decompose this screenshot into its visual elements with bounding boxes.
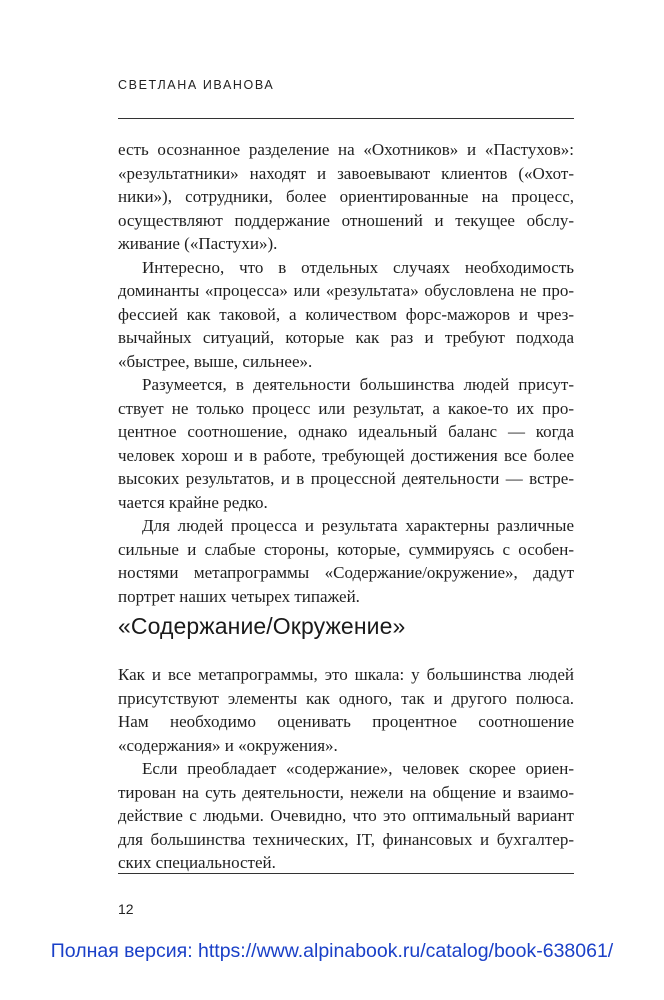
running-head: СВЕТЛАНА ИВАНОВА (118, 78, 275, 92)
body-text-before-heading (118, 138, 574, 608)
bottom-rule (118, 873, 574, 874)
paragraph-continuation: есть осознанное разделение на «Охотников» и «Пастухов»: «результатники» находят и завоевывают клиентов («Охотники»), сотрудники, более ориентированные на процесс, осуществляют поддержание отношений и текущее обслуживание («Пастухи»). (118, 140, 574, 253)
paragraph: Как и все метапрограммы, это шкала: у большинства людей присутствуют элементы как одного, так и другого полюса. Нам необходимо оценивать процентное соотношение «содержания» и «окружения». (118, 665, 574, 755)
full-version-link[interactable]: Полная версия: https://www.alpinabook.ru/catalog/book-638061/ (50, 940, 614, 962)
paragraph: Интересно, что в отдельных случаях необходимость доминанты «процесса» или «результата» обусловлена не профессией как таковой, а количеством форс-мажоров и чрезвычайных ситуаций, которые как раз и требуют подхода «быстрее, выше, сильнее». (118, 257, 574, 371)
body-text-after-heading (118, 663, 574, 875)
top-rule (118, 118, 574, 119)
paragraph: Для людей процесса и результата характерны различные сильные и слабые стороны, которые, суммируясь с особенностями метапрограммы «Содержание/окружение», дадут портрет наших четырех типажей. (118, 516, 574, 606)
paragraph: Разумеется, в деятельности большинства людей присутствует не только процесс или результат, а какое-то их процентное соотношение, однако идеальный баланс — когда человек хорош и в работе, требующей достижения все более высоких результатов, и в процессной деятельности — встречается крайне редко. (118, 375, 574, 512)
page-number: 12 (118, 901, 134, 917)
section-heading: «Содержание/Окружение» (118, 613, 406, 639)
paragraph: Если преобладает «содержание», человек скорее ориентирован на суть деятельности, нежели на общение и взаимодействие с людьми. Очевидно, что это оптимальный вариант для большинства технических, IT, финансовых и бухгалтерских специальностей. (118, 759, 574, 872)
